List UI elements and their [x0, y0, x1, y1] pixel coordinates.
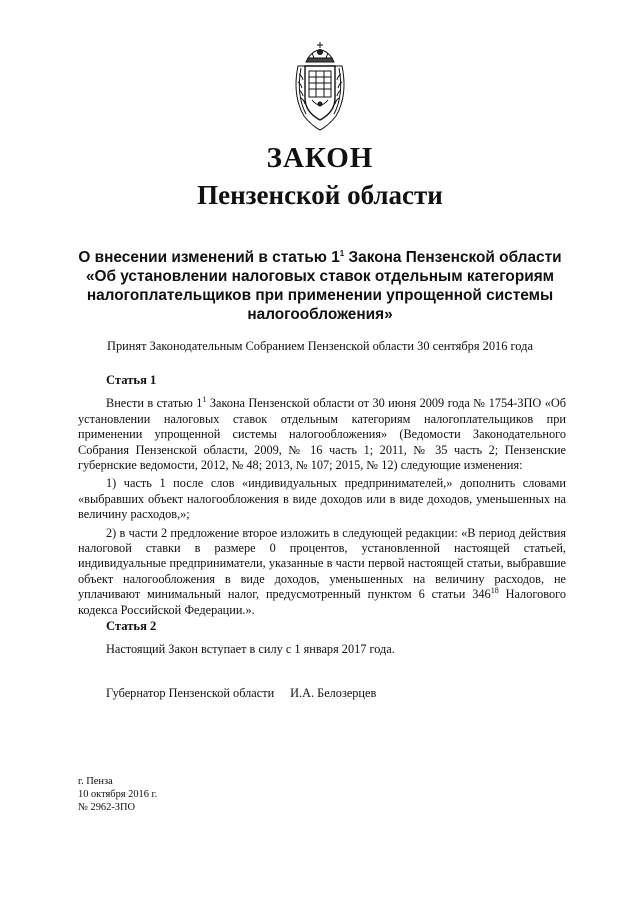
article-1-text-start: Внести в статью 1	[106, 396, 203, 411]
subject-line-1-end: Закона Пензенской области	[344, 249, 562, 266]
article-1	[78, 373, 566, 618]
item-2-text-end: Налогового кодекса Российской Федерации.».	[78, 587, 566, 617]
law-title: ЗАКОН	[266, 142, 374, 174]
article-2-heading: Статья 2	[106, 619, 157, 633]
article-1-superscript: 1	[202, 395, 207, 405]
subject-superscript: 1	[339, 248, 345, 258]
article-2-text: Настоящий Закон вступает в силу с 1 января 2017 года.	[106, 642, 395, 657]
law-subject	[72, 248, 568, 324]
document-place: г. Пенза	[78, 776, 113, 787]
adoption-note: Принят Законодательным Собранием Пензенской области 30 сентября 2016 года	[107, 339, 533, 353]
signatory-name: И.А. Белозерцев	[290, 686, 377, 700]
document-date: 10 октября 2016 г.	[78, 789, 158, 800]
article-1-paragraph	[78, 396, 566, 473]
document-meta	[78, 775, 157, 814]
article-1-text-end: Закона Пензенской области от 30 июня 2009 года № 1754-ЗПО «Об установлении налоговых ставок отдельным категориям налогоплательщиков при применении упрощенной системы налогообложения» (Ведомости Законодательного Собрания Пензенской области, 2009, № 16 часть 1; 2011, № 35 часть 2; Пензенские губернские ведомости, 2012, № 48; 2013, № 107; 2015, № 12) следующие изменения:	[78, 396, 566, 473]
signature-block	[106, 686, 376, 701]
item-2-superscript: 18	[490, 586, 499, 596]
article-2	[78, 619, 566, 658]
article-1-heading: Статья 1	[106, 373, 157, 387]
signatory-position: Губернатор Пензенской области	[106, 686, 275, 700]
subject-law-name: «Об установлении налоговых ставок отдельным категориям налогоплательщиков при применении упрощенной системы налогообложения»	[85, 268, 555, 323]
article-1-item-2	[78, 526, 566, 618]
item-2-text-start: 2) в части 2 предложение второе изложить в следующей редакции: «В период действия налоговой ставки в размере 0 процентов, установленной настоящей статьей, индивидуальные предприниматели, указанные в части первой настоящей статьи, выбравшие объект налогообложения в виде доходов, уменьшенных на величину расходов, не уплачивают минимальный налог, предусмотренный пунктом 6 статьи 346	[78, 525, 566, 602]
document-number: № 2962-ЗПО	[78, 802, 135, 813]
article-1-item-1: 1) часть 1 после слов «индивидуальных предпринимателей,» дополнить словами «выбравших объект налогообложения в виде доходов или в виде доходов, уменьшенных на величину расходов,»;	[78, 476, 566, 522]
subject-line-1: О внесении изменений в статью 1	[78, 249, 340, 266]
penza-coat-of-arms-icon	[290, 40, 350, 132]
law-region: Пензенской области	[197, 180, 443, 210]
